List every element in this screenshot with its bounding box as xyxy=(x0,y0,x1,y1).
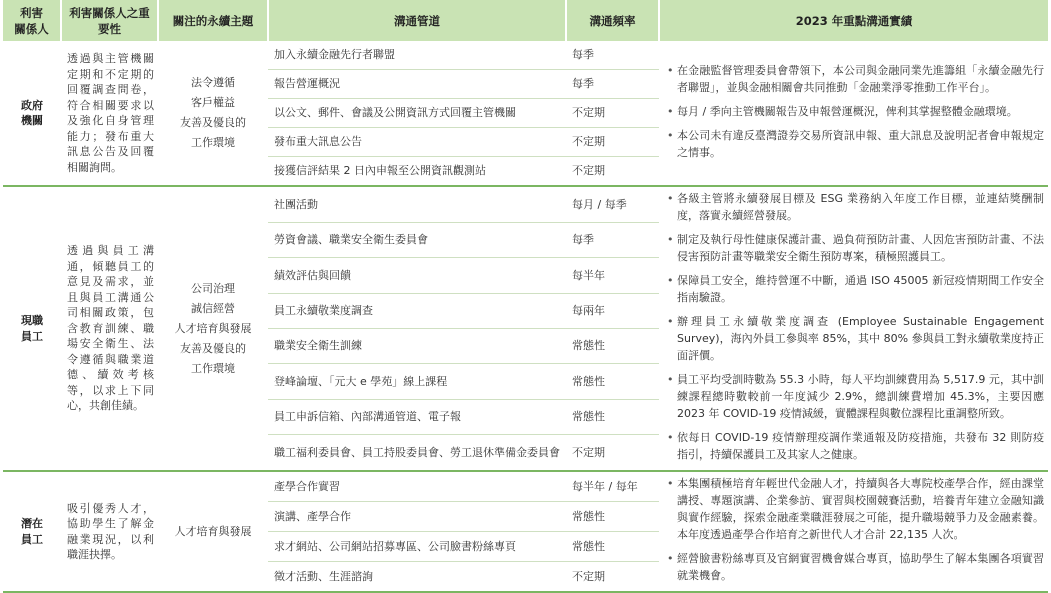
topic-item: 人才培育與發展 xyxy=(174,321,252,335)
result-item: • 保障員工安全，維持營運不中斷，通過 ISO 45005 新冠疫情期間工作安全指南驗證。 xyxy=(667,272,1044,306)
channel-cell: 登峰論壇、「元大 e 學苑」線上課程 xyxy=(268,364,566,399)
header-frequency: 溝通頻率 xyxy=(566,0,659,41)
topic-list xyxy=(158,41,268,186)
frequency-cell: 常態性 xyxy=(566,502,659,532)
frequency-cell: 常態性 xyxy=(566,531,659,561)
topic-item: 友善及優良的 xyxy=(180,341,246,355)
result-item: • 員工平均受訓時數為 55.3 小時，每人平均訓練費用為 5,517.9 元，其中訓練課程總時數較前一年度減少 2.9%，總訓練費增加 45.3%，主要因應 2023 年 COVID-19 疫情減緩，實體課程與數位課程比重調整所致。 xyxy=(667,371,1044,422)
result-item: • 在金融監督管理委員會帶領下，本公司與金融同業先進籌組「永續金融先行者聯盟」，並與金融相關會共同推動「金融業淨零推動工作平台」。 xyxy=(667,62,1044,96)
header-channel: 溝通管道 xyxy=(268,0,566,41)
frequency-cell: 每半年 / 每年 xyxy=(566,471,659,502)
frequency-cell: 不定期 xyxy=(566,128,659,157)
channel-cell: 接獲信評結果 2 日內申報至公開資訊觀測站 xyxy=(268,157,566,187)
topic-list xyxy=(158,471,268,592)
results-cell xyxy=(659,471,1048,592)
table-row xyxy=(3,186,1048,222)
channel-cell: 以公文、郵件、會議及公開資訊方式回覆主管機關 xyxy=(268,99,566,128)
table-header-row xyxy=(3,0,1048,41)
frequency-cell: 常態性 xyxy=(566,399,659,434)
stakeholder-communication-table xyxy=(3,0,1048,593)
frequency-cell: 每季 xyxy=(566,222,659,257)
frequency-cell: 不定期 xyxy=(566,435,659,471)
frequency-cell: 每月 / 每季 xyxy=(566,186,659,222)
channel-cell: 產學合作實習 xyxy=(268,471,566,502)
channel-cell: 員工永續敬業度調查 xyxy=(268,293,566,328)
channel-cell: 求才網站、公司網站招募專區、公司臉書粉絲專頁 xyxy=(268,531,566,561)
channel-cell: 勞資會議、職業安全衛生委員會 xyxy=(268,222,566,257)
table-row xyxy=(3,471,1048,502)
stakeholder-name: 潛在 員工 xyxy=(3,471,61,592)
channel-cell: 加入永續金融先行者聯盟 xyxy=(268,41,566,70)
channel-cell: 職業安全衛生訓練 xyxy=(268,328,566,363)
result-item: • 本公司未有違反臺灣證券交易所資訊申報、重大訊息及說明記者會申報規定之情事。 xyxy=(667,127,1044,161)
stakeholder-name: 政府 機關 xyxy=(3,41,61,186)
result-item: • 依每日 COVID-19 疫情辦理疫調作業通報及防疫措施，共發布 32 則防疫指引，持續保護員工及其家人之健康。 xyxy=(667,429,1044,463)
topic-item: 公司治理 xyxy=(191,281,235,295)
channel-cell: 員工申訴信箱、內部溝通管道、電子報 xyxy=(268,399,566,434)
header-results: 2023 年重點溝通實績 xyxy=(659,0,1048,41)
channel-cell: 職工福利委員會、員工持股委員會、勞工退休準備金委員會 xyxy=(268,435,566,471)
stakeholder-importance: 透過與主管機關定期和不定期的回覆調查問卷，符合相關要求以及強化自身管理能力；發布重大訊息公告及回覆相關詢問。 xyxy=(61,41,158,186)
channel-cell: 報告營運概況 xyxy=(268,70,566,99)
topic-item: 人才培育與發展 xyxy=(174,524,252,538)
table-row xyxy=(3,41,1048,70)
topic-item: 工作環境 xyxy=(191,136,235,149)
channel-cell: 徵才活動、生涯諮詢 xyxy=(268,561,566,592)
frequency-cell: 每季 xyxy=(566,70,659,99)
result-item: • 本集團積極培育年輕世代金融人才，持續與各大專院校產學合作，經由課堂講授、專題演講、企業參訪、實習與校園競賽活動，培養青年建立金融知識與實作經驗，探索金融產業職涯發展之可能，提升職場競爭力及金融素養。本年度透過產學合作培育之新世代人才合計 22,135 人次。 xyxy=(667,475,1044,543)
topic-item: 客戶權益 xyxy=(191,96,235,109)
topic-item: 誠信經營 xyxy=(191,301,235,315)
frequency-cell: 常態性 xyxy=(566,328,659,363)
stakeholder-importance: 吸引優秀人才，協助學生了解金融業現況，以利職涯抉擇。 xyxy=(61,471,158,592)
results-cell xyxy=(659,186,1048,471)
channel-cell: 演講、產學合作 xyxy=(268,502,566,532)
result-item: • 經營臉書粉絲專頁及官網實習機會媒合專頁，協助學生了解本集團各項實習就業機會。 xyxy=(667,550,1044,584)
topic-item: 友善及優良的 xyxy=(180,116,246,129)
frequency-cell: 不定期 xyxy=(566,561,659,592)
results-cell xyxy=(659,41,1048,186)
channel-cell: 社團活動 xyxy=(268,186,566,222)
topic-item: 工作環境 xyxy=(191,361,235,375)
result-item: • 每月 / 季向主管機關報告及申報營運概況，俾利其掌握整體金融環境。 xyxy=(667,103,1044,120)
topic-item: 法令遵循 xyxy=(191,76,235,89)
result-item: • 各級主管將永續發展目標及 ESG 業務納入年度工作目標，並連結獎酬制度，落實永續經營發展。 xyxy=(667,190,1044,224)
result-item: • 辦理員工永續敬業度調查 (Employee Sustainable Engagement Survey)，海內外員工參與率 85%，其中 80% 參與員工對永續敬業度持正面評價。 xyxy=(667,313,1044,364)
header-importance: 利害關係人之重 要性 xyxy=(61,0,158,41)
result-item: • 制定及執行母性健康保護計畫、過負荷預防計畫、人因危害預防計畫、不法侵害預防計畫等職業安全衛生預防專案，積極照護員工。 xyxy=(667,231,1044,265)
frequency-cell: 每半年 xyxy=(566,258,659,293)
topic-list xyxy=(158,186,268,471)
frequency-cell: 不定期 xyxy=(566,99,659,128)
stakeholder-name: 現職 員工 xyxy=(3,186,61,471)
header-topics: 關注的永續主題 xyxy=(158,0,268,41)
frequency-cell: 每兩年 xyxy=(566,293,659,328)
frequency-cell: 每季 xyxy=(566,41,659,70)
stakeholder-importance: 透過與員工溝通，傾聽員工的意見及需求，並且與員工溝通公司相關政策，包含教育訓練、職場安全衛生、法令遵循與職業道德、續效考核等，以求上下同心，共創佳績。 xyxy=(61,186,158,471)
frequency-cell: 常態性 xyxy=(566,364,659,399)
channel-cell: 發布重大訊息公告 xyxy=(268,128,566,157)
frequency-cell: 不定期 xyxy=(566,157,659,187)
channel-cell: 績效評估與回饋 xyxy=(268,258,566,293)
header-stakeholder: 利害 關係人 xyxy=(3,0,61,41)
